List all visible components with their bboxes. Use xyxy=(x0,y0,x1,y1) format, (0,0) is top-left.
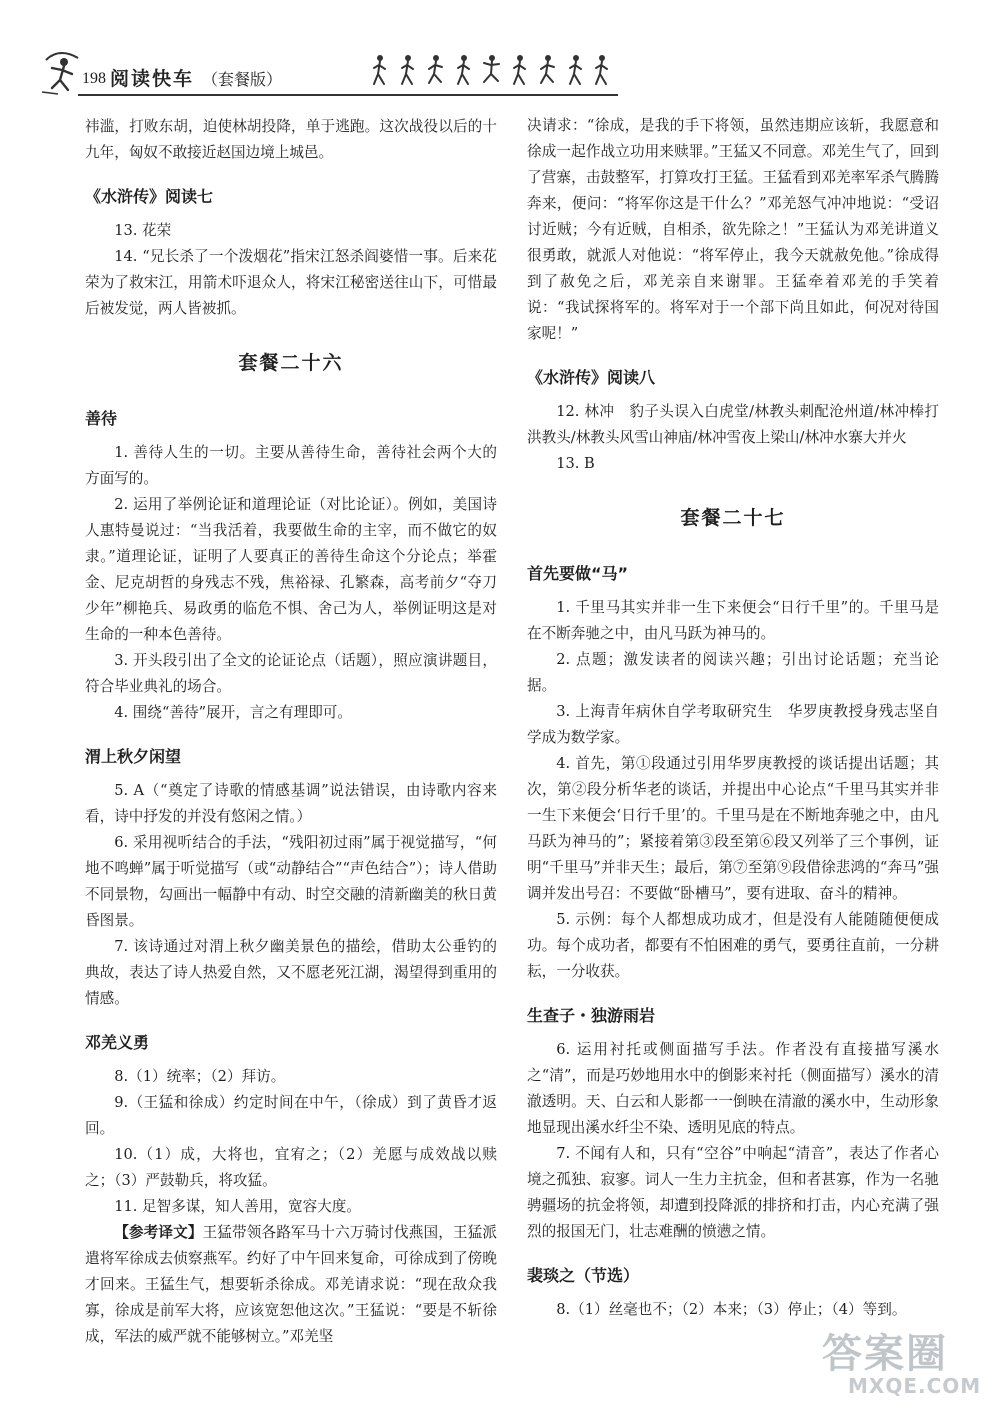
watermark-main: 答案圈 xyxy=(822,1331,948,1377)
answer-item: 2. 运用了举例论证和道理论证（对比论证）。例如，美国诗人惠特曼说过：“当我活着，我要做生命的主宰，而不做它的奴隶。”道理论证，证明了人要真正的善待生命这个分论点；举霍金、尼克胡哲的身残志不残，焦裕禄、孔繁森，高考前夕“夺刀少年”柳艳兵、易政勇的临危不惧、舍己为人，举例证明这是对生命的一种本色善待。 xyxy=(85,496,497,643)
answer-item: 9.（王猛和徐成）约定时间在中午，（徐成）到了黄昏才返回。 xyxy=(85,1094,497,1137)
section-title: 裴琰之（节选） xyxy=(527,1266,640,1285)
answer-item: 8.（1）丝毫也不；（2）本来；（3）停止；（4）等到。 xyxy=(556,1301,907,1318)
answer-item: 2. 点题；激发读者的阅读兴趣；引出讨论话题；充当论据。 xyxy=(527,651,939,694)
right-column xyxy=(527,113,939,1323)
answer-item: 12. 林冲 豹子头误入白虎堂/林教头刺配沧州道/林冲棒打洪教头/林教头风雪山神庙/林冲雪夜上梁山/林冲水寨大并火 xyxy=(527,403,939,446)
section-title: 首先要做“马” xyxy=(527,564,629,583)
watermark xyxy=(790,1322,980,1402)
paragraph: 决请求：“徐成，是我的手下将领，虽然违期应该斩，我愿意和徐成一起作战立功用来赎罪。”王猛又不同意。邓羌生气了，回到了营寨，击鼓整军，打算攻打王猛。王猛看到邓羌率军杀气腾腾奔来，便问：“将军你这是干什么？”邓羌怒气冲冲地说：“受诏讨近贼；今有近贼，自相杀，欲先除之！”王猛认为邓羌讲道义很勇敢，就派人对他说：“将军停止，我今天就赦免他。”徐成得到了赦免之后，邓羌亲自来谢罪。王猛牵着邓羌的手笑着说：“我试探将军的。将军对于一个部下尚且如此，何况对待国家呢！” xyxy=(527,117,939,342)
series-title: 阅读快车 xyxy=(110,68,195,90)
reference-text: 王猛带领各路军马十六万骑讨伐燕国，王猛派遣将军徐成去侦察燕军。约好了中午回来复命，可徐成到了傍晚才回来。王猛生气，想要斩杀徐成。邓羌请求说：“现在敌众我寡，徐成是前军大将，应该宽恕他这次。”王猛说：“要是不斩徐成，军法的威严就不能够树立。”邓羌坚 xyxy=(85,1224,497,1345)
set-title: 套餐二十七 xyxy=(680,507,786,529)
set-title: 套餐二十六 xyxy=(238,352,344,374)
section-title: 善待 xyxy=(85,409,118,428)
header-rule xyxy=(78,94,618,96)
answer-item: 7. 不闻有人和，只有“空谷”中响起“清音”，表达了作者心境之孤独、寂寥。词人一生力主抗金，但和者甚寡，作为一名驰骋疆场的抗金将领，却遭到投降派的排挤和打击，内心充满了强烈的报国无门，壮志难酬的愤懑之情。 xyxy=(527,1145,939,1240)
answer-item: 10.（1）成，大将也，宜宥之；（2）羌愿与成效战以赎之；（3）严鼓勒兵，将攻猛。 xyxy=(85,1146,497,1189)
page-number: 198 xyxy=(82,70,106,87)
answer-item: 13. 花荣 xyxy=(114,222,172,239)
section-title: 《水浒传》阅读七 xyxy=(85,187,214,206)
answer-item: 6. 采用视听结合的手法，“残阳初过雨”属于视觉描写，“何地不鸣蝉”属于听觉描写（或“动静结合”“声色结合”）；诗人借助不同景物，勾画出一幅静中有动、时空交融的清新幽美的秋日黄昏图景。 xyxy=(85,834,497,929)
answer-item: 3. 上海青年病休自学考取研究生 华罗庚教授身残志坚自学成为数学家。 xyxy=(527,703,939,746)
section-title: 渭上秋夕闲望 xyxy=(85,747,182,766)
watermark-url: MXQE.COM xyxy=(848,1374,982,1398)
answer-item: 8.（1）统率；（2）拜访。 xyxy=(114,1068,286,1085)
answer-item: 1. 善待人生的一切。主要从善待生命，善待社会两个大的方面写的。 xyxy=(85,444,497,487)
answer-item: 13. B xyxy=(556,455,595,472)
left-column xyxy=(85,114,497,1350)
answer-item: 3. 开头段引出了全文的论证论点（话题），照应演讲题目，符合毕业典礼的场合。 xyxy=(85,652,497,695)
section-title: 《水浒传》阅读八 xyxy=(527,368,656,387)
runners-decoration-icon xyxy=(366,50,616,96)
answer-item: 5. 示例：每个人都想成功成才，但是没有人能随随便便成功。每个成功者，都要有不怕困难的勇气，要勇往直前，一分耕耘，一分收获。 xyxy=(527,911,939,980)
section-title: 邓羌义勇 xyxy=(85,1033,150,1052)
answer-item: 14. “兄长杀了一个泼烟花”指宋江怒杀阎婆惜一事。后来花荣为了救宋江，用箭术吓退众人，将宋江秘密送往山下，可惜最后被发觉，两人皆被抓。 xyxy=(85,248,497,317)
answer-item: 4. 首先，第①段通过引用华罗庚教授的谈话提出话题；其次，第②段分析华老的谈话，并提出中心论点“千里马其实并非一生下来便会‘日行千里’的。千里马是在不断地奔驰之中，由凡马跃为神马的”；紧接着第③段至第⑥段又列举了三个事例，证明“千里马”并非天生；最后，第⑦至第⑨段借徐悲鸿的“奔马”强调并发出号召：不要做“卧槽马”，要有进取、奋斗的精神。 xyxy=(527,755,939,902)
answer-item: 4. 围绕“善待”展开，言之有理即可。 xyxy=(114,704,352,721)
answer-item: 5. A（“奠定了诗歌的情感基调”说法错误，由诗歌内容来看，诗中抒发的并没有悠闲之情。） xyxy=(85,782,497,825)
answer-item: 7. 该诗通过对渭上秋夕幽美景色的描绘，借助太公垂钓的典故，表达了诗人热爱自然，又不愿老死江湖，渴望得到重用的情感。 xyxy=(85,938,497,1007)
reference-translation xyxy=(85,1220,497,1350)
page-header xyxy=(38,42,598,102)
section-title: 生查子・独游雨岩 xyxy=(527,1006,656,1025)
answer-item: 1. 千里马其实并非一生下来便会“日行千里”的。千里马是在不断奔驰之中，由凡马跃为神马的。 xyxy=(527,599,939,642)
paragraph: 祎滥，打败东胡，迫使林胡投降，单于逃跑。这次战役以后的十九年，匈奴不敢接近赵国边境上城邑。 xyxy=(85,118,497,161)
answer-item: 11. 足智多谋，知人善用，宽容大度。 xyxy=(114,1198,361,1215)
answer-item: 6. 运用衬托或侧面描写手法。作者没有直接描写溪水之“清”，而是巧妙地用水中的倒影来衬托（侧面描写）溪水的清澈透明。天、白云和人影都一一倒映在清澈的溪水中，生动形象地显现出溪水纤尘不染、透明见底的特点。 xyxy=(527,1041,939,1136)
reference-tag: 【参考译文】 xyxy=(114,1224,203,1241)
edition-label: （套餐版） xyxy=(202,70,283,89)
